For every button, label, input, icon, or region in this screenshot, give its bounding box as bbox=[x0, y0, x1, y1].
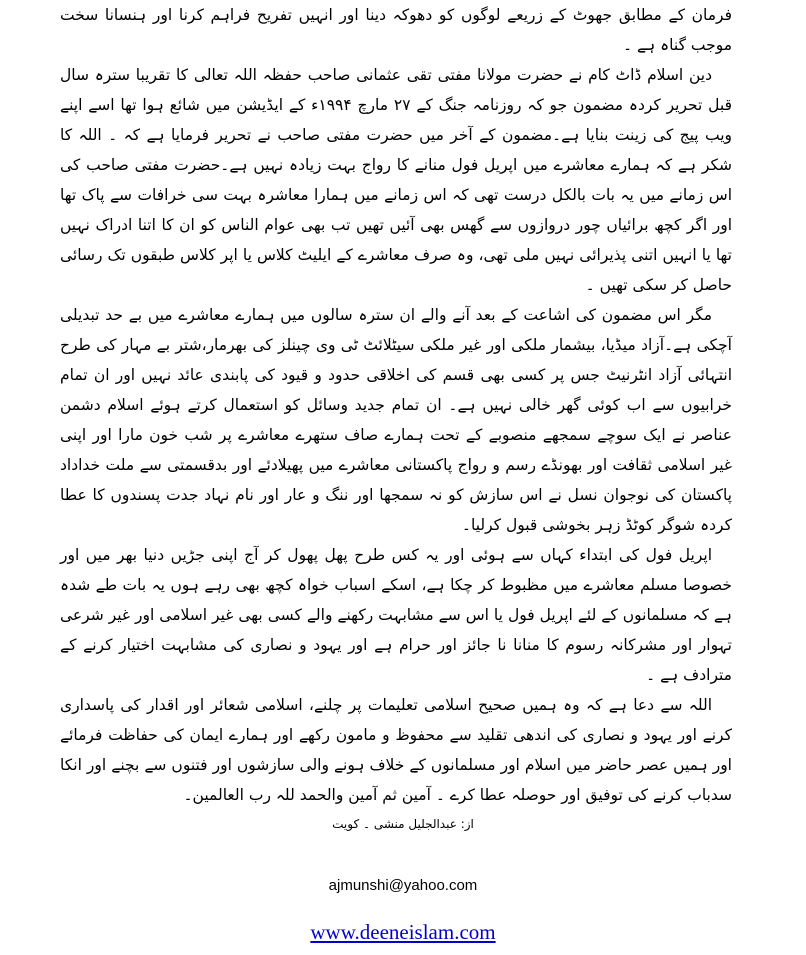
paragraph-4: اپریل فول کی ابتداء کہاں سے ہوئی اور یہ کس طرح پھل پھول کر آج اپنی جڑیں دنیا بھر میں اور خصوصا مسلم معاشرے میں مظبوط کر چکا ہے، اسکے اسباب خواہ کچھ بھی رہے ہوں یہ بات طے شدہ ہے کہ مسلمانوں کے لئے اپریل فول یا اس سے مشابہت رکھنے والے کسی بھی غیر اسلامی اور غیر شرعی تہوار اور مشرکانہ رسوم کا منانا نا جائز اور حرام ہے اور یہود و نصاری کی مشابہت اختیار کرنے کے مترادف ہے ۔ bbox=[60, 546, 732, 684]
paragraph-1: فرمان کے مطابق جھوٹ کے زریعے لوگوں کو دھوکہ دینا اور انہیں تفریح فراہم کرنا اور ہنسانا سخت موجب گناہ ہے ۔ bbox=[60, 6, 732, 54]
paragraph-5: اللہ سے دعا ہے کہ وہ ہمیں صحیح اسلامی تعلیمات پر چلنے، اسلامی شعائر اور اقدار کی پاسداری کرنے اور یہود و نصاری کی اندھی تقلید سے محفوظ و مامون رکھے اور ہمارے ایمان کی حفاظت فرمائے اور ہمیں عصر حاضر میں اسلام اور مسلمانوں کے خلاف ہونے والی سازشوں اور فتنوں سے بچنے اور انکا سدباب کرنے کی توفیق اور حوصلہ عطا کرے ۔ آمین ثم آمین والحمد للہ رب العالمین۔ bbox=[60, 696, 732, 804]
website-link[interactable]: www.deeneislam.com bbox=[310, 920, 496, 944]
paragraph-3: مگر اس مضمون کی اشاعت کے بعد آنے والے ان سترہ سالوں میں ہمارے معاشرے میں بے حد تبدیلی آچکی ہے۔آزاد میڈیا، بیشمار ملکی اور غیر ملکی سیٹلائٹ ٹی وی چینلز کی بھرمار،شتر بے مہار کی طرح انتہائی آزاد انٹرنیٹ جس پر کسی بھی قسم کی اخلاقی حدود و قیود کی پابندی عائد نہیں اور ان تمام خرابیوں سے اب کوئی گھر خالی نہیں ہے۔ ان تمام جدید وسائل کو استعمال کرتے ہوئے اسلام دشمن عناصر نے ایک سوچے سمجھے منصوبے کے تحت ہمارے صاف ستھرے معاشرے پر شب خون مارا اور اپنی غیر اسلامی ثقافت اور بھونڈے رسم و رواج پاکستانی معاشرے میں پھیلادئے اور بدقسمتی سے ملت خداداد پاکستان کی نوجوان نسل نے اس سازش کو نہ سمجھا اور ننگ و عار اور نام نہاد جدت پسندوں کا عطا کردہ شوگر کوٹڈ زہر بخوشی قبول کرلیا۔ bbox=[60, 306, 732, 534]
paragraph-2: دین اسلام ڈاٹ کام نے حضرت مولانا مفتی تقی عثمانی صاحب حفظہ اللہ تعالی کا تقریبا سترہ سال قبل تحریر کردہ مضمون جو کہ روزنامہ جنگ کے ۲۷ مارچ ۱۹۹۴ء کے ایڈیشن میں شائع ہوا تھا اسے اپنے ویب پیج کی زینت بنایا ہے۔مضمون کے آخر میں حضرت مفتی صاحب نے تحریر فرمایا ہے کہ ۔ اللہ کا شکر ہے کہ ہمارے معاشرے میں اپریل فول منانے کا رواج بہت زیادہ نہیں ہے۔حضرت مفتی صاحب کی اس زمانے میں یہ بات بالکل درست تھی کہ اس زمانے میں ہمارا معاشرہ بہت سی خرافات سے پاک تھا اور اگر کچھ برائیاں چور دروازوں سے گھس بھی آئیں تھیں تب بھی عوام الناس کو ان کا اتنا ادراک نہیں تھا یا انہیں اتنی پذیرائی نہیں ملی تھی، وہ صرف معاشرے کے ایلیٹ کلاس یا اپر کلاس طبقوں تک رسائی حاصل کر سکی تھیں ۔ bbox=[60, 66, 733, 294]
author-email: ajmunshi@yahoo.com bbox=[328, 877, 478, 894]
author-signature: از: عبدالجلیل منشی ۔ کویت bbox=[332, 817, 474, 831]
article-body bbox=[60, 0, 732, 810]
